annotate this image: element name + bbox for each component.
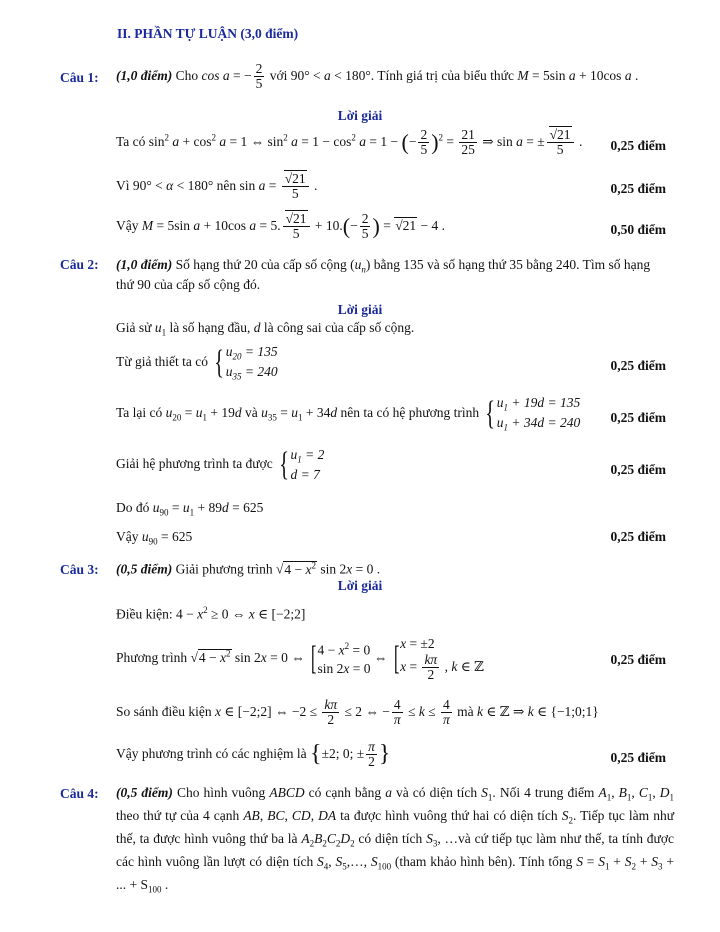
q1-step-1-score: 0,25 điểm xyxy=(610,138,666,153)
q1-step-3: Vậy M = 5sin a + 10cos a = 5. $\frac{√21}{5}$ + 10.(− $\frac{2}{5}$ ) = √21 − 4 . xyxy=(116,211,445,242)
q2-step-4-score: 0,25 điểm xyxy=(610,462,666,477)
q2-step-1: Giả sử $u_1$ là số hạng đầu, d là công sai của cấp số cộng. xyxy=(116,320,415,338)
question-3-statement: (0,5 điểm) Giải phương trình $√4 - x^2$ sin 2x = 0 . xyxy=(116,560,381,577)
question-4-label: Câu 4: xyxy=(60,786,99,801)
question-2-statement-line1: (1,0 điểm) Số hạng thứ 20 của cấp số cộng $(u_n)$ bằng 135 và số hạng thứ 35 bằng 240. Tìm số hạng xyxy=(116,257,651,275)
question-1-solution-title: Lời giải xyxy=(337,108,383,123)
q2-step-2: Từ giả thiết ta có {$u_{20} = 135$ $u_{35} = 240$ xyxy=(116,343,278,382)
q2-step-5: Do đó $u_{90} = u_1 + 89d = 625$ xyxy=(116,500,264,518)
q1-step-2-score: 0,25 điểm xyxy=(610,181,666,196)
q3-step-4-score: 0,25 điểm xyxy=(610,750,666,765)
q2-step-6: Vậy $u_{90} = 625$ xyxy=(116,529,193,547)
question-1-points: (1,0 điểm) xyxy=(116,67,173,83)
q3-step-1: Điều kiện: $4 - x^2 \ge 0$ ⇔ x ∈ [−2;2] xyxy=(116,605,306,622)
question-3-label: Câu 3: xyxy=(60,562,99,577)
q1-step-1: Ta có $\sin^2 a + \cos^2 a = 1$ ⇔ $\sin^2 a = 1 - \cos^2 a = 1$ − (− $\frac{2}{5}$ )$^2$ = $\frac{21}{25}$ ⇒ sin a = ± $\frac{√21}{5}$ . xyxy=(116,127,583,158)
q2-step-3-score: 0,25 điểm xyxy=(610,410,666,425)
q2-step-6-score: 0,25 điểm xyxy=(610,529,666,544)
question-3-solution-title: Lời giải xyxy=(337,578,383,593)
q2-step-3: Ta lại có $u_{20} = u_1 + 19d$ và $u_{35} = u_1 + 34d$ nên ta có hệ phương trình {$u_1 + 19d = 135$ $u_1 + 34d = 240$ xyxy=(116,394,581,433)
q3-step-2-score: 0,25 điểm xyxy=(610,652,666,667)
q3-step-3: So sánh điều kiện x ∈ [−2;2] ⇔ −2 ≤ $\frac{k\pi}{2}$ ≤ 2 ⇔ − $\frac{4}{\pi}$ ≤ k ≤ $\frac{4}{\pi}$ mà k ∈ ℤ ⇒ k ∈ {−1;0;1} xyxy=(116,697,599,728)
question-2-points: (1,0 điểm) xyxy=(116,257,173,272)
question-2-statement-line2: thứ 90 của cấp số cộng đó. xyxy=(116,277,261,292)
question-1-statement: (1,0 điểm) Cho cos a = − $\frac{2}{5}$ với 90° < a < 180°. Tính giá trị của biểu thức M = 5sin a + 10cos a . xyxy=(116,61,639,92)
question-1-label: Câu 1: xyxy=(60,70,99,85)
section-title: II. PHẦN TỰ LUẬN (3,0 điểm) xyxy=(117,26,299,41)
q3-step-4: Vậy phương trình có các nghiệm là {±2; 0; ± $\frac{\pi}{2}$ } xyxy=(116,739,391,770)
q1-step-3-score: 0,50 điểm xyxy=(610,222,666,237)
q2-step-4: Giải hệ phương trình ta được {$u_1 = 2$ d = 7 xyxy=(116,446,325,484)
question-4-points: (0,5 điểm) xyxy=(116,785,173,800)
q3-step-2: Phương trình $√4 - x^2$ sin 2x = 0 ⇔ [$4 - x^2 = 0$ sin 2x = 0 ⇔ [x = ±2 x = $\frac{k\pi}{2}$ , k ∈ ℤ xyxy=(116,636,484,683)
question-3-points: (0,5 điểm) xyxy=(116,561,173,577)
question-2-label: Câu 2: xyxy=(60,257,99,272)
q2-step-2-score: 0,25 điểm xyxy=(610,358,666,373)
q1-step-2: Vì 90° < α < 180° nên sin a = $\frac{√21}{5}$ . xyxy=(116,171,318,202)
question-4-statement: (0,5 điểm) Cho hình vuông ABCD có cạnh bằng a và có diện tích $S_1$. Nối 4 trung điểm $A_1$, $B_1$, $C_1$, $D_1$ theo thứ tự của 4 cạnh AB, BC, CD, DA ta được hình vuông thứ hai có diện tích $S_2$. Tiếp tục làm như thế, ta được hình vuông thứ ba là $A_2B_2C_2D_2$ có diện tích $S_3$, …và cứ tiếp tục làm như thế, ta tính được các hình vuông lần lượt có diện tích $S_4$, $S_5,\dots$, $S_{100}$ (tham khảo hình bên). Tính tổng $S = S_1 + S_2 + S_3$ + ... + $S_{100}$ . xyxy=(116,785,675,895)
question-2-solution-title: Lời giải xyxy=(337,302,383,317)
